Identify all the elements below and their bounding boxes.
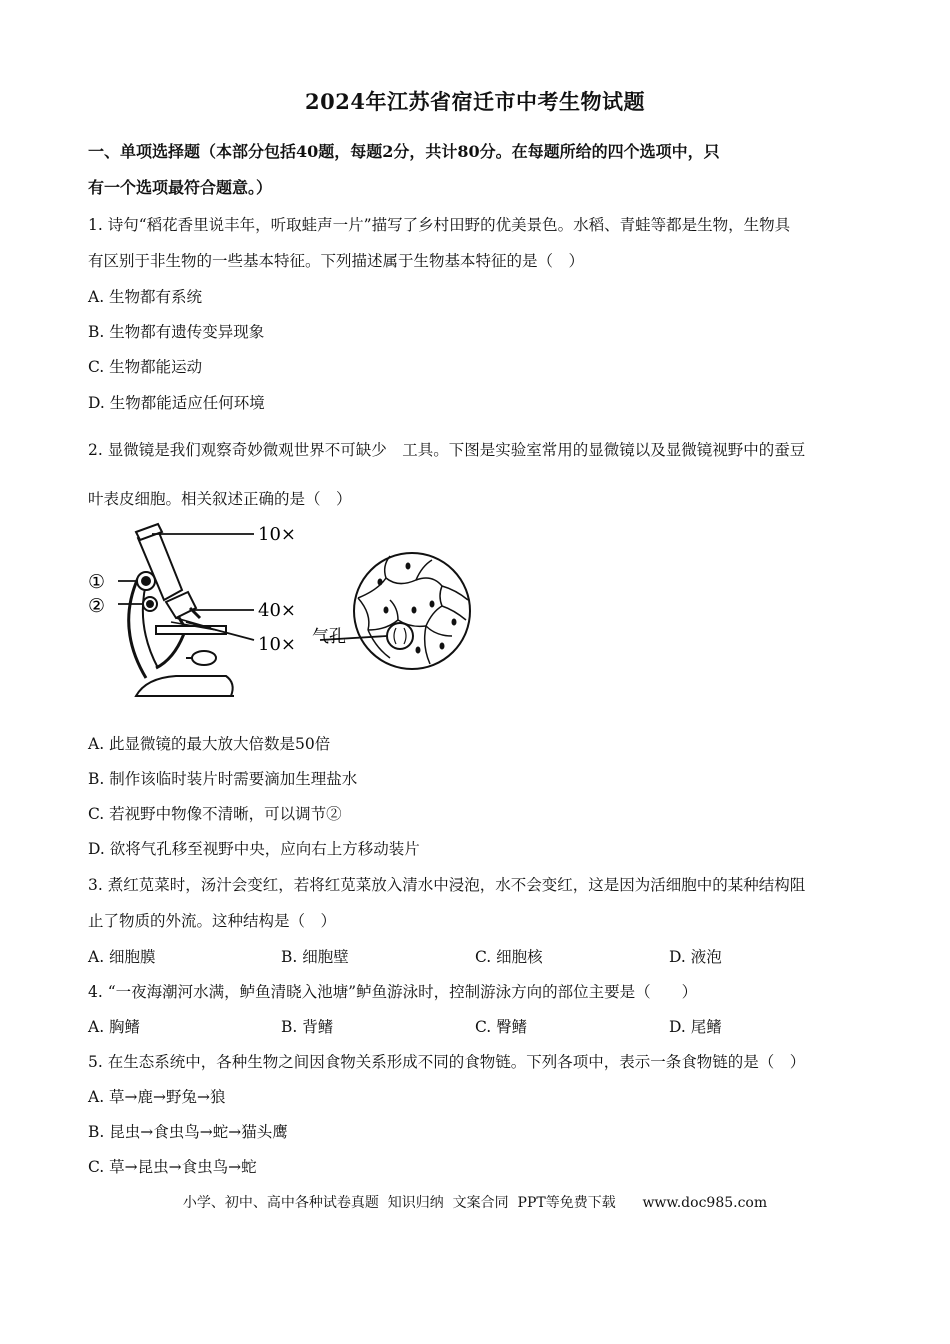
q4-stem: 4. “一夜海潮河水满，鲈鱼清晓入池塘”鲈鱼游泳时，控制游泳方向的部位主要是（ ） (88, 983, 698, 1001)
q1-option-c: C. 生物都能运动 (88, 358, 203, 376)
q3-stem-line-2: 止了物质的外流。这种结构是（ ） (88, 912, 337, 930)
q2-option-b: B. 制作该临时装片时需要滴加生理盐水 (88, 770, 358, 788)
q3-stem-line-1: 3. 煮红苋菜时，汤汁会变红，若将红苋菜放入清水中浸泡，水不会变红，这是因为活细胞中的某种结构阻 (88, 876, 806, 894)
label-eyepiece-magnification: 10× (258, 524, 296, 545)
q4-option-c: C. 臀鳍 (475, 1018, 528, 1036)
q3-option-b: B. 细胞壁 (281, 948, 349, 966)
q4-option-d: D. 尾鳍 (669, 1018, 722, 1036)
q2-stem-line-2: 叶表皮细胞。相关叙述正确的是（ ） (88, 490, 352, 508)
page-title: 2024年江苏省宿迁市中考生物试题 (305, 89, 645, 114)
q1-option-d: D. 生物都能适应任何环境 (88, 394, 265, 412)
q2-option-d: D. 欲将气孔移至视野中央，应向右上方移动装片 (88, 840, 420, 858)
q1-stem-line-1: 1. 诗句“稻花香里说丰年，听取蛙声一片”描写了乡村田野的优美景色。水稻、青蛙等都是生物，生物具 (88, 216, 791, 234)
label-high-objective: 40× (258, 600, 296, 621)
q4-option-a: A. 胸鳍 (88, 1018, 141, 1036)
label-1: ① (88, 571, 106, 593)
page-footer: 小学、初中、高中各种试卷真题 知识归纳 文案合同 PPT等免费下载 www.doc985.com (182, 1195, 768, 1211)
q3-option-c: C. 细胞核 (475, 948, 543, 966)
q1-option-b: B. 生物都有遗传变异现象 (88, 323, 265, 341)
section-heading-line-2: 有一个选项最符合题意。） (88, 178, 273, 197)
q1-option-a: A. 生物都有系统 (88, 288, 203, 306)
microscope-drawing (118, 524, 254, 696)
field-of-view (320, 553, 470, 669)
section-heading-line-1: 一、单项选择题（本部分包括40题，每题2分，共计80分。在每题所给的四个选项中，只 (88, 142, 720, 161)
q2-option-a: A. 此显微镜的最大放大倍数是50倍 (88, 735, 331, 753)
q1-stem-line-2: 有区别于非生物的一些基本特征。下列描述属于生物基本特征的是（ ） (88, 252, 585, 270)
q5-option-a: A. 草→鹿→野兔→狼 (88, 1088, 226, 1106)
q4-option-b: B. 背鳍 (281, 1018, 334, 1036)
q2-option-c: C. 若视野中物像不清晰，可以调节② (88, 805, 342, 823)
label-2: ② (88, 595, 106, 617)
microscope-figure (86, 518, 506, 708)
q2-stem-line-1: 2. 显微镜是我们观察奇妙微观世界不可缺少 工具。下图是实验室常用的显微镜以及显微镜视野中的蚕豆 (88, 441, 806, 459)
q5-option-b: B. 昆虫→食虫鸟→蛇→猫头鹰 (88, 1123, 288, 1141)
q5-option-c: C. 草→昆虫→食虫鸟→蛇 (88, 1158, 257, 1176)
q3-option-a: A. 细胞膜 (88, 948, 156, 966)
label-stoma: 气孔 (312, 627, 346, 647)
q5-stem: 5. 在生态系统中，各种生物之间因食物关系形成不同的食物链。下列各项中，表示一条食物链的是（ ） (88, 1053, 806, 1071)
q3-option-d: D. 液泡 (669, 948, 722, 966)
label-low-objective: 10× (258, 634, 296, 655)
